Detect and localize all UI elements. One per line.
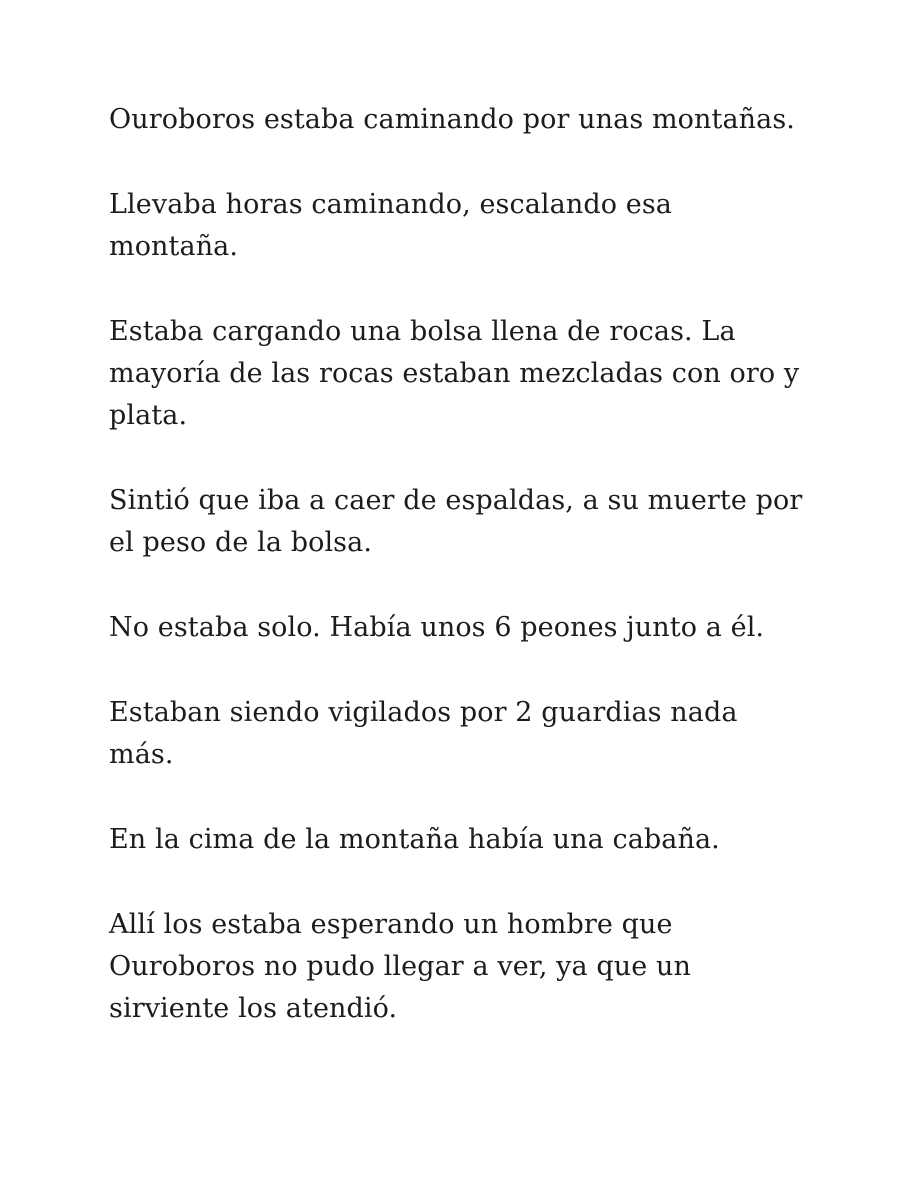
paragraph-1: Ouroboros estaba caminando por unas montañas. bbox=[109, 104, 795, 135]
paragraph-2: Llevaba horas caminando, escalando esa montaña. bbox=[109, 189, 673, 262]
paragraph-6: Estaban siendo vigilados por 2 guardias nada más. bbox=[109, 697, 738, 770]
paragraph-8: Allí los estaba esperando un hombre que Ouroboros no pudo llegar a ver, ya que un sirviente los atendió. bbox=[109, 909, 692, 1024]
paragraph-3: Estaba cargando una bolsa llena de rocas. La mayoría de las rocas estaban mezcladas con oro y plata. bbox=[109, 316, 800, 431]
story-text bbox=[109, 99, 809, 1073]
paragraph-4: Sintió que iba a caer de espaldas, a su muerte por el peso de la bolsa. bbox=[109, 485, 803, 558]
paragraph-5: No estaba solo. Había unos 6 peones junto a él. bbox=[109, 612, 765, 643]
paragraph-7: En la cima de la montaña había una cabaña. bbox=[109, 824, 720, 855]
